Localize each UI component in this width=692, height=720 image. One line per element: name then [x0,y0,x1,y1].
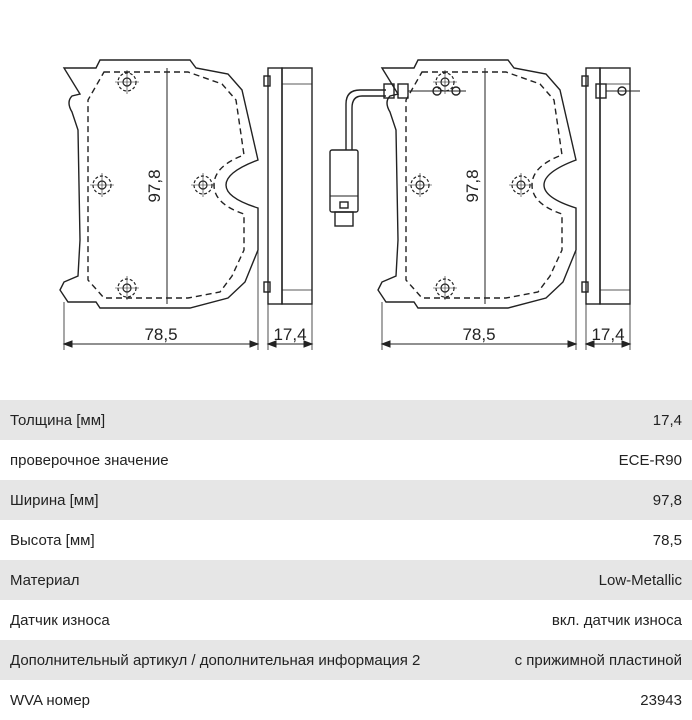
spec-row-material [0,560,692,600]
right-pad-side-view [582,68,640,350]
spec-label: WVA номер [10,691,91,709]
spec-value: с прижимной пластиной [514,651,682,669]
wear-sensor [330,90,386,226]
spec-label: Высота [мм] [10,531,95,549]
spec-value: 97,8 [652,491,682,509]
spec-row-height [0,520,692,560]
spec-row-test-value [0,440,692,480]
spec-row-additional-info [0,640,692,680]
spec-label: Дополнительный артикул / дополнительная информация 2 [10,651,421,669]
spec-row-wva-number [0,680,692,720]
left-width-dimension: 78,5 [144,325,178,344]
spec-value: вкл. датчик износа [551,611,682,629]
spec-row-width [0,480,692,520]
right-pad-front-view [378,60,576,350]
spec-value: 78,5 [652,531,682,549]
spec-value: 23943 [640,691,682,709]
left-height-dimension: 97,8 [145,169,164,203]
spec-label: Датчик износа [10,611,110,629]
spec-label: Ширина [мм] [10,491,99,509]
spec-label: Толщина [мм] [10,411,106,429]
spec-value: ECE-R90 [618,451,682,469]
left-pad-side-view [264,68,312,350]
spec-row-wear-sensor [0,600,692,640]
spec-value: Low-Metallic [598,571,682,589]
spec-row-thickness [0,400,692,440]
right-width-dimension: 78,5 [462,325,496,344]
spec-label: Материал [10,571,80,589]
left-thickness-dimension: 17,4 [273,325,307,344]
spec-label: проверочное значение [10,451,169,469]
spec-value: 17,4 [652,411,682,429]
right-height-dimension: 97,8 [463,169,482,203]
specifications-table [0,400,692,720]
left-pad-front-view [60,60,258,350]
right-thickness-dimension: 17,4 [591,325,625,344]
